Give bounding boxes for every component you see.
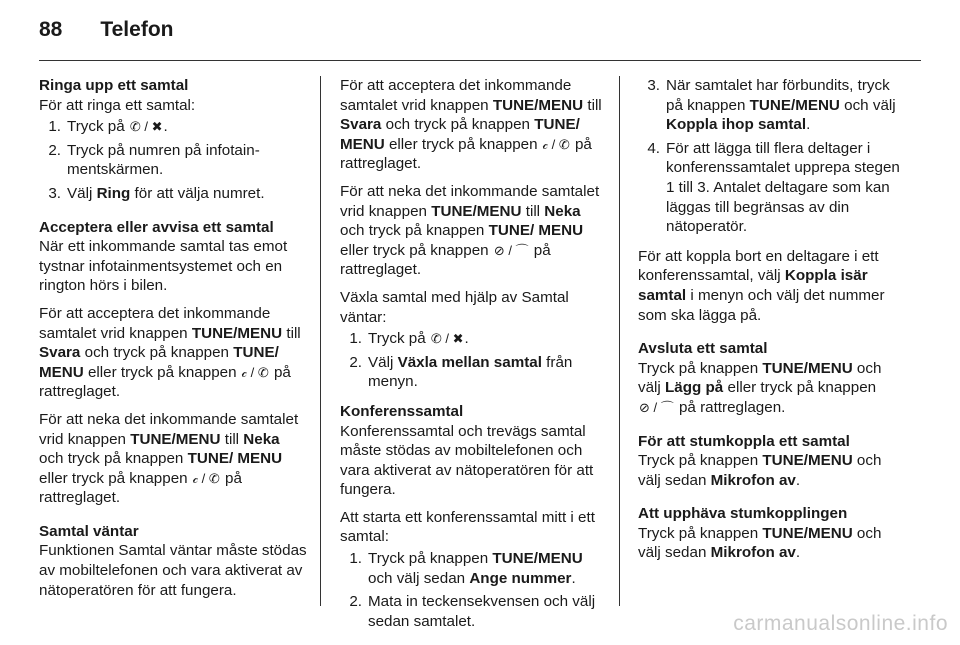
paragraph: För att neka det inkommande samtalet vrid knappen TUNE/MENU till Neka och tryck på knappen TUNE/ MENU eller tryck på knappen 𝒸 / ✆ på rattreglaget. [39,410,299,507]
reject-icon: ⊘ / ⌒ [493,242,529,258]
list-item: 2. Mata in teckensekvensen och välj sedan samtalet. [349,593,596,630]
paragraph: Tryck på knappen TUNE/MENU och välj sedan Mikrofon av. [638,524,882,562]
paragraph: Tryck på knappen TUNE/MENU och välj Lägg på eller tryck på knappen ⊘ / ⌒ på rattreglagen. [638,359,882,416]
section-heading: Acceptera eller avvisa ett samtal [39,218,274,236]
paragraph: Funktionen Samtal väntar måste stödas av mobiltelefonen och vara aktiverat av nätoperatören för att fungera. [39,542,307,599]
column-2 [340,76,608,645]
watermark: carmanualsonline.info [733,612,948,635]
answer-icon: 𝒸 / ✆ [192,470,220,486]
list-item: 3. När samtalet har förbundits, tryck på knappen TUNE/MENU och välj Koppla ihop samtal. [647,77,896,134]
paragraph: Tryck på knappen TUNE/MENU och välj sedan Mikrofon av. [638,452,882,489]
paragraph: För att koppla bort en deltagare i ett konferenssamtal, välj Koppla isär samtal i menyn och välj det nummer som ska lägga på. [638,247,885,324]
call-hangup-icon: ✆ / ✖ [129,119,163,135]
step-list [340,549,608,631]
list-item: 3. Välj Ring för att välja numret. [48,184,265,202]
section-heading: Avsluta ett samtal [638,340,768,358]
section-stumkoppla [638,432,908,491]
column-1 [39,76,307,614]
step-list [638,76,908,237]
section-heading: Ringa upp ett samtal [39,77,189,94]
page-title: Telefon [100,18,174,41]
page-number: 88 [39,18,63,41]
section-avsluta [638,339,908,417]
section-acceptera [39,218,307,508]
section-heading: Samtal väntar [39,522,139,540]
paragraph: När ett inkommande samtal tas emot tystnar infotainmentsystemet och en rington hörs i bilen. [39,238,288,295]
step-list [340,329,608,392]
reject-icon: ⊘ / ⌒ [639,399,674,415]
section-ringa-upp [39,76,307,204]
section-konferenssamtal [340,402,608,632]
section-samtal-vantar [39,522,307,600]
section-upphava [638,504,908,563]
header-rule [39,60,921,61]
section-heading: Konferenssamtal [340,402,464,420]
step-list [39,117,307,203]
paragraph: Växla samtal med hjälp av Samtal väntar: [340,288,569,326]
answer-icon: 𝒸 / ✆ [241,364,269,380]
paragraph: För att acceptera det inkommande samtalet vrid knappen TUNE/MENU till Svara och tryck på knappen TUNE/ MENU eller tryck på knappen 𝒸 / ✆ på rattreglaget. [340,77,602,173]
page-header [39,18,173,42]
list-item: 1. Tryck på ✆ / ✖. [349,330,469,348]
column-divider [320,76,321,606]
paragraph: Att starta ett konferenssamtal mitt i ett samtal: [340,508,595,546]
answer-icon: 𝒸 / ✆ [542,136,570,152]
list-item: 2. Välj Växla mellan samtal från menyn. [349,353,573,391]
column-3 [638,76,908,577]
section-heading: För att stumkoppla ett samtal [638,432,850,450]
paragraph: För att neka det inkommande samtalet vrid knappen TUNE/MENU till Neka och tryck på knappen TUNE/ MENU eller tryck på knappen ⊘ / ⌒ på rattreglaget. [340,182,600,279]
section-heading: Att upphäva stumkopplingen [638,505,848,523]
list-item: 1. Tryck på knappen TUNE/MENU och välj sedan Ange nummer. [349,550,583,587]
list-item: 1. Tryck på ✆ / ✖. [48,118,168,136]
list-item: 2. Tryck på numren på infotainmentskärmen. [48,141,260,179]
list-item: 4. För att lägga till flera deltager i konferenssamtalet upprepa stegen 1 till 3. Antalet deltagare som kan läggas till begränsas av din nätoperatör. [647,139,900,236]
column-divider [619,76,620,606]
paragraph: Konferenssamtal och trevägs samtal måste stödas av mobiltelefonen och vara aktiverat av nätoperatören för att fungera. [340,422,594,499]
call-hangup-icon: ✆ / ✖ [430,331,464,347]
section-koppla-bort [638,247,908,325]
paragraph: För att ringa ett samtal: [39,96,196,114]
paragraph: För att acceptera det inkommande samtalet vrid knappen TUNE/MENU till Svara och tryck på knappen TUNE/ MENU eller tryck på knappen 𝒸 / ✆ på rattreglaget. [39,304,301,401]
